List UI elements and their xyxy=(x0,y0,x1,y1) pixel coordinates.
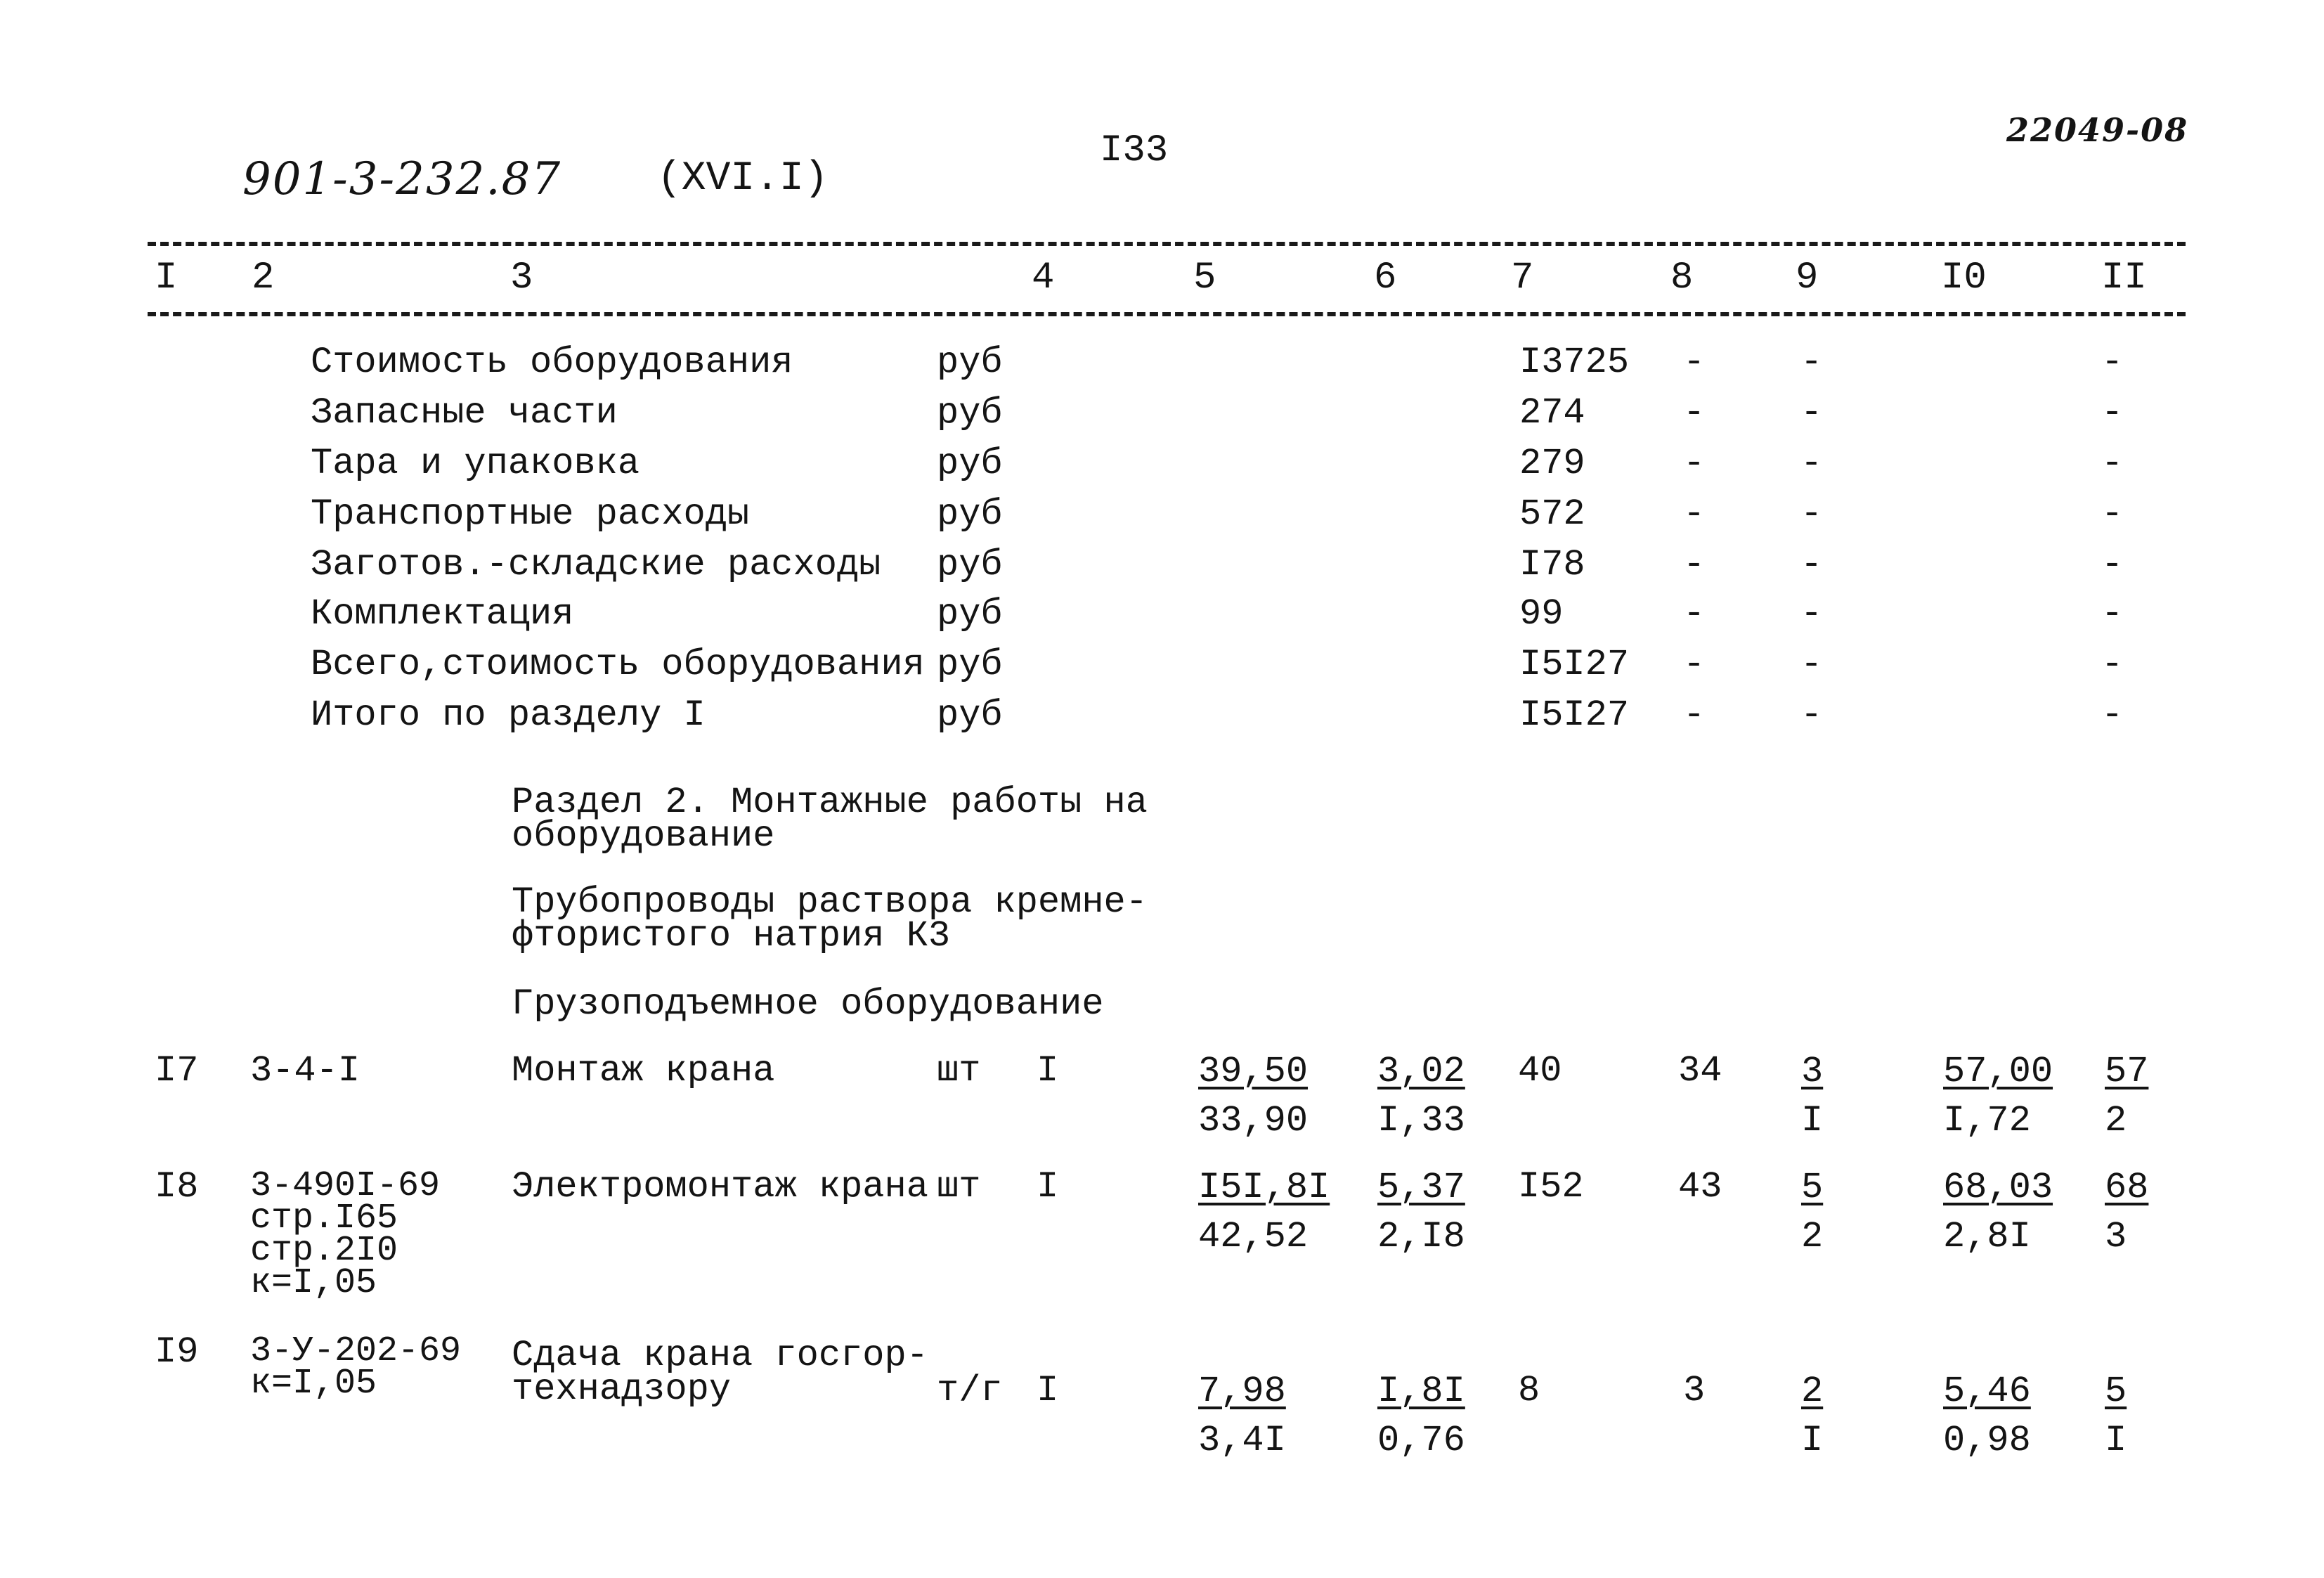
cost-row-unit: руб xyxy=(937,593,1003,635)
row-name: Сдача крана госгор- технадзору xyxy=(512,1335,928,1410)
col-header-4: 4 xyxy=(1032,257,1055,299)
cost-row-name: Комплектация xyxy=(311,593,574,635)
cost-row-unit: руб xyxy=(937,443,1003,484)
row-code: 3-4-I xyxy=(250,1050,361,1092)
row-c9-bottom: I xyxy=(1801,1100,1824,1142)
row-quantity: I xyxy=(1037,1166,1059,1208)
cost-row-name: Заготов.-складские расходы xyxy=(311,544,881,586)
row-c10-top: 5,46 xyxy=(1943,1371,2031,1412)
row-c6-bottom: I,33 xyxy=(1377,1100,1465,1142)
row-c11-bottom: 3 xyxy=(2105,1216,2127,1257)
cost-row-value: 99 xyxy=(1519,593,1564,635)
cost-row-dash: - xyxy=(1683,694,1706,736)
row-c7: I52 xyxy=(1518,1166,1584,1208)
row-c9-bottom: I xyxy=(1801,1420,1824,1461)
row-unit: шт xyxy=(937,1050,981,1092)
cost-row-dash: - xyxy=(1683,392,1706,434)
cost-row-dash: - xyxy=(1683,544,1706,586)
row-c5-top: I5I,8I xyxy=(1198,1167,1330,1208)
row-name: Электромонтаж крана xyxy=(512,1166,928,1208)
section-2-title: Раздел 2. Монтажные работы на оборудование xyxy=(512,782,1148,857)
row-quantity: I xyxy=(1037,1370,1059,1411)
row-c6-top: I,8I xyxy=(1377,1371,1465,1412)
cost-row-dash: - xyxy=(1683,644,1706,685)
cost-row-name: Стоимость оборудования xyxy=(311,342,793,383)
header-top-rule xyxy=(148,242,2186,246)
row-c7: 8 xyxy=(1518,1370,1540,1411)
cost-row-name: Запасные части xyxy=(311,392,618,434)
document-code: 901-3-232.87 xyxy=(242,153,562,205)
row-c7: 40 xyxy=(1518,1050,1562,1092)
row-number: I9 xyxy=(155,1331,199,1373)
row-c10-top: 68,03 xyxy=(1943,1167,2053,1208)
row-c8: 3 xyxy=(1683,1370,1706,1411)
cost-row-dash: - xyxy=(1683,443,1706,484)
col-header-5: 5 xyxy=(1193,257,1216,299)
cost-row-dash: - xyxy=(2101,342,2124,383)
cost-row-dash: - xyxy=(2101,493,2124,535)
col-header-11: II xyxy=(2101,257,2147,299)
col-header-6: 6 xyxy=(1374,257,1397,299)
row-name: Монтаж крана xyxy=(512,1050,775,1092)
cost-row-unit: руб xyxy=(937,342,1003,383)
row-c9-top: 5 xyxy=(1801,1167,1824,1208)
row-c8: 34 xyxy=(1678,1050,1722,1092)
col-header-2: 2 xyxy=(252,257,275,299)
row-c11-top: 57 xyxy=(2105,1051,2149,1092)
col-header-3: 3 xyxy=(510,257,533,299)
cost-row-unit: руб xyxy=(937,694,1003,736)
row-c11-top: 5 xyxy=(2105,1371,2127,1412)
cost-row-unit: руб xyxy=(937,544,1003,586)
cost-row-value: I5I27 xyxy=(1519,644,1630,685)
row-quantity: I xyxy=(1037,1050,1059,1092)
row-c5-bottom: 42,52 xyxy=(1198,1216,1309,1257)
row-c6-top: 3,02 xyxy=(1377,1051,1465,1092)
section-subtitle-lifting-equipment: Грузоподъемное оборудование xyxy=(512,983,1104,1025)
cost-row-unit: руб xyxy=(937,644,1003,685)
cost-row-dash: - xyxy=(2101,694,2124,736)
cost-row-value: 274 xyxy=(1519,392,1585,434)
cost-row-dash: - xyxy=(1800,544,1823,586)
row-c9-bottom: 2 xyxy=(1801,1216,1824,1257)
row-c10-bottom: 0,98 xyxy=(1943,1420,2031,1461)
row-c5-top: 7,98 xyxy=(1198,1371,1286,1412)
row-c9-top: 3 xyxy=(1801,1051,1824,1092)
row-c8: 43 xyxy=(1678,1166,1722,1208)
cost-row-dash: - xyxy=(1800,342,1823,383)
row-c10-bottom: I,72 xyxy=(1943,1100,2031,1142)
cost-row-dash: - xyxy=(1800,443,1823,484)
col-header-8: 8 xyxy=(1670,257,1694,299)
cost-row-unit: руб xyxy=(937,493,1003,535)
cost-row-value: I3725 xyxy=(1519,342,1630,383)
row-number: I7 xyxy=(155,1050,199,1092)
cost-row-dash: - xyxy=(1683,593,1706,635)
header-bottom-rule xyxy=(148,312,2186,316)
col-header-9: 9 xyxy=(1796,257,1819,299)
cost-row-name: Всего,стоимость оборудования xyxy=(311,644,925,685)
row-c6-bottom: 2,I8 xyxy=(1377,1216,1465,1257)
cost-row-dash: - xyxy=(2101,593,2124,635)
cost-row-name: Итого по разделу I xyxy=(311,694,706,736)
row-c5-top: 39,50 xyxy=(1198,1051,1309,1092)
row-c5-bottom: 3,4I xyxy=(1198,1420,1286,1461)
cost-row-dash: - xyxy=(1683,342,1706,383)
row-c6-top: 5,37 xyxy=(1377,1167,1465,1208)
cost-row-value: I5I27 xyxy=(1519,694,1630,736)
row-c9-top: 2 xyxy=(1801,1371,1824,1412)
cost-row-name: Транспортные расходы xyxy=(311,493,750,535)
cost-row-value: I78 xyxy=(1519,544,1585,586)
cost-row-dash: - xyxy=(1800,694,1823,736)
row-c5-bottom: 33,90 xyxy=(1198,1100,1309,1142)
cost-row-dash: - xyxy=(1800,493,1823,535)
cost-row-dash: - xyxy=(1683,493,1706,535)
row-c11-top: 68 xyxy=(2105,1167,2149,1208)
cost-row-dash: - xyxy=(1800,392,1823,434)
row-unit: т/г xyxy=(937,1370,1003,1411)
cost-row-dash: - xyxy=(2101,644,2124,685)
section-subtitle-pipelines: Трубопроводы раствора кремне- фтористого натрия К3 xyxy=(512,881,1148,957)
cost-row-dash: - xyxy=(1800,644,1823,685)
stamp-number: 22049-08 xyxy=(2006,111,2189,149)
row-c11-bottom: I xyxy=(2105,1420,2127,1461)
col-header-7: 7 xyxy=(1511,257,1534,299)
cost-row-dash: - xyxy=(2101,544,2124,586)
row-c10-top: 57,00 xyxy=(1943,1051,2053,1092)
row-code: 3-490I-69 стр.I65 стр.2I0 к=I,05 xyxy=(250,1166,441,1303)
row-number: I8 xyxy=(155,1166,199,1208)
page-number: I33 xyxy=(1100,129,1169,172)
cost-row-dash: - xyxy=(2101,392,2124,434)
cost-row-dash: - xyxy=(2101,443,2124,484)
cost-row-value: 572 xyxy=(1519,493,1585,535)
row-unit: шт xyxy=(937,1166,981,1208)
col-header-1: I xyxy=(155,257,178,299)
row-c10-bottom: 2,8I xyxy=(1943,1216,2031,1257)
cost-row-unit: руб xyxy=(937,392,1003,434)
row-c11-bottom: 2 xyxy=(2105,1100,2127,1142)
cost-row-name: Тара и упаковка xyxy=(311,443,640,484)
series-label: (XVI.I) xyxy=(657,156,829,202)
col-header-10: I0 xyxy=(1941,257,1987,299)
cost-row-dash: - xyxy=(1800,593,1823,635)
row-code: 3-У-202-69 к=I,05 xyxy=(250,1331,462,1404)
cost-row-value: 279 xyxy=(1519,443,1585,484)
row-c6-bottom: 0,76 xyxy=(1377,1420,1465,1461)
